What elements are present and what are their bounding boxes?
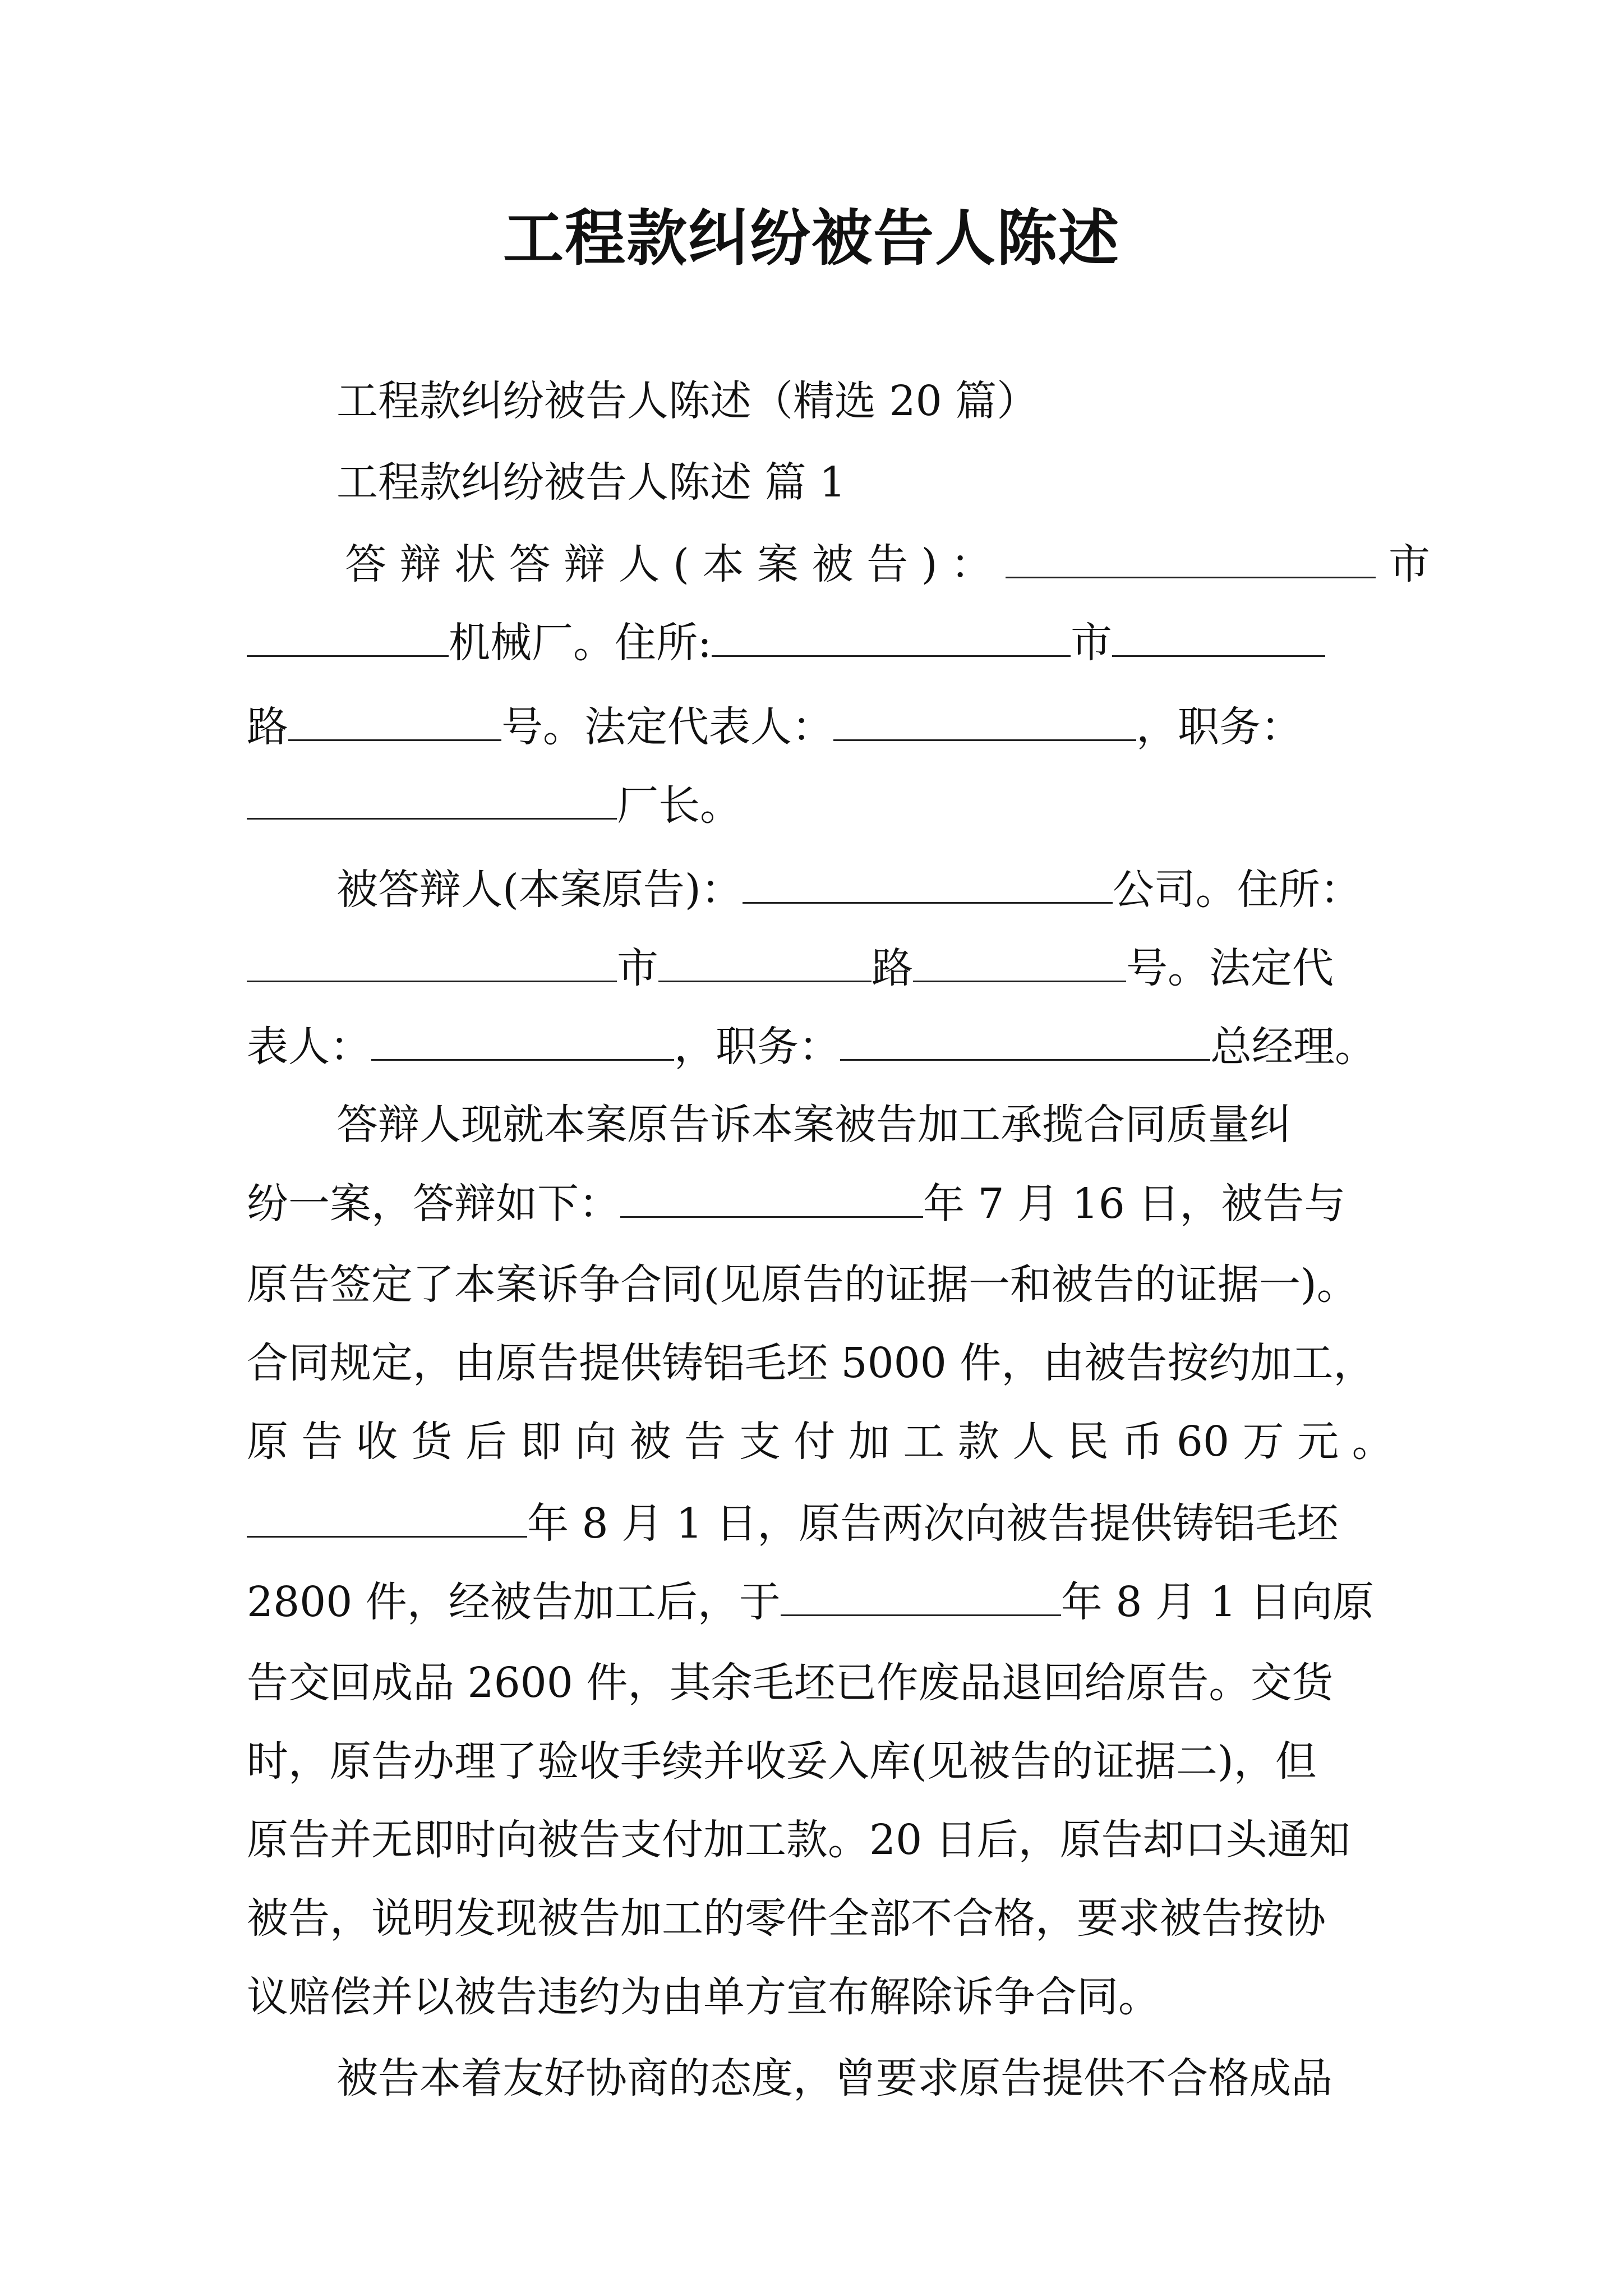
text-run: 路 — [247, 703, 288, 751]
text-run: ，职务： — [1136, 703, 1302, 751]
text-line — [247, 1966, 1160, 2028]
fill-in-blank — [247, 1492, 527, 1538]
text-run: 年 8 月 1 日，原告两次向被告提供铸铝毛坯 — [527, 1499, 1339, 1548]
fill-in-blank — [743, 858, 1113, 904]
text-run: 总经理。 — [1210, 1023, 1376, 1071]
text-run: 议赔偿并以被告违约为由单方宣布解除诉争合同。 — [247, 1973, 1160, 2021]
text-line — [336, 2047, 1332, 2109]
text-line — [247, 1731, 1317, 1792]
fill-in-blank — [840, 1015, 1210, 1061]
text-line — [247, 1492, 1338, 1554]
text-run: 年 7 月 16 日，被告与 — [923, 1180, 1346, 1228]
fill-in-blank — [658, 937, 872, 982]
text-run: 公司。住所： — [1112, 866, 1362, 914]
fill-in-blank — [913, 937, 1126, 982]
fill-in-blank — [620, 1172, 923, 1218]
text-run: 合同规定，由原告提供铸铝毛坯 5000 件，由被告按约加工， — [247, 1339, 1375, 1387]
text-run: 原告签定了本案诉争合同(见原告的证据一和被告的证据一)。 — [247, 1260, 1358, 1309]
fill-in-blank — [247, 937, 617, 982]
text-line — [247, 1015, 1376, 1077]
text-line — [247, 774, 741, 836]
text-run: 被答辩人(本案原告)： — [336, 866, 743, 914]
fill-in-blank — [371, 1015, 674, 1061]
document-title: 工程款纠纷被告人陈述 — [502, 203, 1120, 274]
fill-in-blank — [781, 1571, 1061, 1616]
text-run: 被告，说明发现被告加工的零件全部不合格，要求被告按协 — [247, 1894, 1326, 1943]
text-line — [247, 1332, 1375, 1394]
text-run: 市 — [1375, 540, 1431, 588]
text-line — [247, 1652, 1333, 1714]
text-run: 告交回成品 2600 件，其余毛坯已作废品退回给原告。交货 — [247, 1659, 1334, 1707]
text-run: 号。法定代 — [1126, 944, 1334, 992]
text-run: ，职务： — [674, 1023, 840, 1071]
text-run: 号。法定代表人： — [501, 703, 833, 751]
text-line — [247, 1888, 1326, 1949]
text-line — [336, 858, 1362, 920]
fill-in-blank — [1006, 533, 1376, 578]
text-run: 表人： — [247, 1023, 371, 1071]
text-run: 市 — [617, 944, 658, 992]
text-run: 工程款纠纷被告人陈述（精选 20 篇） — [336, 377, 1039, 425]
text-line — [247, 937, 1334, 999]
text-run: 工程款纠纷被告人陈述 篇 1 — [336, 458, 846, 507]
text-line — [247, 1254, 1358, 1315]
text-run: 被告本着友好协商的态度，曾要求原告提供不合格成品 — [336, 2054, 1332, 2102]
text-run: 答辩人现就本案原告诉本案被告加工承揽合同质量纠 — [336, 1101, 1291, 1149]
text-line — [336, 370, 1038, 432]
text-line — [247, 611, 1325, 673]
text-run: 2800 件，经被告加工后，于 — [247, 1578, 781, 1626]
text-line — [247, 696, 1302, 757]
fill-in-blank — [288, 696, 501, 741]
fill-in-blank — [833, 696, 1136, 741]
text-line — [336, 452, 846, 513]
text-run: 路 — [872, 944, 913, 992]
fill-in-blank — [1112, 611, 1325, 657]
text-run: 厂长。 — [617, 781, 741, 830]
text-line — [247, 1571, 1374, 1632]
text-line — [345, 533, 1430, 595]
text-run: 纷一案，答辩如下： — [247, 1180, 620, 1228]
text-line — [247, 1809, 1350, 1871]
fill-in-blank — [712, 611, 1071, 657]
text-run: 市 — [1070, 619, 1112, 667]
text-run: 时，原告办理了验收手续并收妥入库(见被告的证据二)，但 — [247, 1737, 1317, 1786]
text-line — [247, 1411, 1394, 1473]
fill-in-blank — [247, 774, 617, 820]
fill-in-blank — [247, 611, 449, 657]
text-line — [336, 1094, 1291, 1156]
text-line — [247, 1172, 1345, 1234]
text-run: 答 辩 状 答 辩 人 ( 本 案 被 告 ) ： — [345, 540, 1006, 588]
text-run: 原 告 收 货 后 即 向 被 告 支 付 加 工 款 人 民 币 60 万 元 。 — [247, 1418, 1394, 1466]
text-run: 机械厂。住所: — [449, 619, 712, 667]
text-run: 年 8 月 1 日向原 — [1061, 1578, 1375, 1626]
text-run: 原告并无即时向被告支付加工款。20 日后，原告却口头通知 — [247, 1816, 1350, 1864]
